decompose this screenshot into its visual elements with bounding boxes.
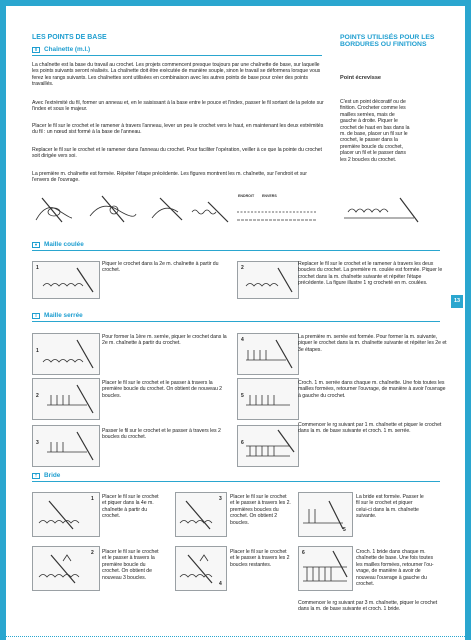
chainette-symbol: 0 [32, 47, 40, 53]
maille-coulee-label: Maille coulée [44, 241, 84, 248]
sidebar-title: POINTS UTILISÉS POUR LES BORDURES OU FINITIONS [340, 34, 435, 48]
section-rule [32, 250, 440, 251]
fig-number: 5 [241, 393, 244, 399]
section-rule [32, 481, 440, 482]
maille-coulee-symbol: ● [32, 242, 40, 248]
fig-bride-5 [298, 492, 353, 537]
fig-label-endroit: ENDROIT [238, 194, 255, 198]
fig-serree-1 [32, 333, 100, 375]
coulee-step-2: Replacer le fil sur le crochet et le ramener à travers les deux boucles du crochet. La première m. coulée est formée. Piquer le crochet dans la m. chaînette suivante et répéter l'étape précédente. La figure illustre 1 rg crocheté en m. coulées. [298, 261, 443, 287]
fig-number: 2 [241, 265, 244, 271]
bride-step-7: Commencer le rg suivant par 3 m. chaînette, piquer le crochet dans la m. de base suivante et croch. 1 bride. [298, 600, 438, 613]
fig-number: 1 [36, 265, 39, 271]
section-rule [32, 55, 322, 56]
fig-number: 3 [36, 440, 39, 446]
bride-step-4: Placer le fil sur le crochet et le passer à travers les 2 boucles restantes. [230, 549, 290, 568]
chainette-label: Chaînette (m.l.) [44, 46, 91, 53]
chainette-step-3: Replacer le fil sur le crochet et le ramener dans l'anneau du crochet. Pour faciliter l'opération, veiller à ce que la pointe du crochet soit dirigée vers soi. [32, 147, 322, 160]
chainette-step-4: La première m. chaînette est formée. Répéter l'étape précédente. Les figures montrent les m. chaînette, sur l'endroit et sur l'envers de l'ouvrage. [32, 171, 307, 184]
section-rule [32, 321, 440, 322]
fig-serree-2 [32, 378, 100, 420]
coulee-step-1: Piquer le crochet dans la 2e m. chaînette à partir du crochet. [102, 261, 219, 274]
fig-number: 1 [36, 348, 39, 354]
fig-coulee-2 [237, 261, 299, 299]
serree-step-4: La première m. serrée est formée. Pour former la m. suivante, piquer le crochet dans la m. chaînette suivante et répéter les 2e et 3e étapes. [298, 334, 447, 353]
bride-step-2: Placer le fil sur le crochet et le passer à travers la première boucle du crochet. On obtient de nouveau 3 boucles. [102, 549, 159, 581]
bride-step-5: La bride est formée. Passer le fil sur le crochet et piquer celui-ci dans la m. chaînette suivante. [356, 494, 424, 520]
maille-serree-symbol: I [32, 313, 40, 319]
page-title: LES POINTS DE BASE [32, 34, 107, 41]
fig-serree-5 [237, 378, 299, 420]
chainette-illustrations [32, 192, 328, 230]
bottom-dotted-rule [6, 636, 465, 637]
bride-symbol: † [32, 473, 40, 479]
fig-number: 4 [219, 581, 222, 587]
fig-number: 4 [241, 337, 244, 343]
fig-number: 3 [219, 496, 222, 502]
fig-label-envers: ENVERS [262, 194, 277, 198]
fig-number: 5 [343, 527, 346, 533]
fig-serree-6 [237, 425, 299, 467]
fig-number: 2 [91, 550, 94, 556]
fig-bride-1 [32, 492, 100, 537]
serree-step-3: Passer le fil sur le crochet et le passer à travers les 2 boucles du crochet. [102, 428, 221, 441]
bride-step-3: Placer le fil sur le crochet et le passer à travers les 2. premières boucles du crochet. On obtient 2 boucles. [230, 494, 291, 526]
fig-serree-4 [237, 333, 299, 375]
fig-number: 6 [241, 440, 244, 446]
bride-label: Bride [44, 472, 61, 479]
fig-coulee-1 [32, 261, 100, 299]
sidebar-subtitle: Point écrevisse [340, 75, 382, 81]
bride-step-1: Placer le fil sur le crochet et piquer dans la 4e m. chaînette à partir du crochet. [102, 494, 159, 520]
fig-number: 2 [36, 393, 39, 399]
bride-step-6: Croch. 1 bride dans chaque m. chaînette de base. Une fois toutes les mailles formées, retourner l'ou-vrage, de manière à avoir de nouveau l'ouvrage à gauche du crochet. [356, 549, 434, 588]
maille-serree-label: Maille serrée [44, 312, 83, 319]
serree-step-6: Commencer le rg suivant par 1 m. chaînette et piquer le crochet dans la m. de base suivante et croch. 1 m. serrée. [298, 422, 442, 435]
fig-number: 6 [302, 550, 305, 556]
fig-bride-2 [32, 546, 100, 591]
serree-step-1: Pour former la 1ère m. serrée, piquer le crochet dans la 2e m. chaînette à partir du crochet. [102, 334, 227, 347]
chainette-intro: La chaînette est la base du travail au crochet. Les projets commencent presque toujours par une chaînette de base, sur laquelle les points suivants seront réalisés. La chaînette doit être exécutée de manière souple, sinon le travail se déformera lorsque vous ferez les rangs suivants. Les chaînettes sont utilisées en combinaison avec les autres points de base pour créer des points travaillés. [32, 62, 321, 88]
chainette-step-1: Avec l'extrémité du fil, former un anneau et, en le saisissant à la base entre le pouce et l'index, passer le fil sortant de la pelote sur l'index et sous le majeur. [32, 100, 324, 113]
serree-step-2: Placer le fil sur le crochet et le passer à travers la première boucle du crochet. On obtient de nouveau 2 boucles. [102, 380, 223, 399]
fig-number: 1 [91, 496, 94, 502]
sidebar-text: C'est un point décoratif ou de finition. Crocheter comme les mailles serrées, mais de gauche à droite. Piquer le crochet de haut en bas dans la m. de base, placer un fil sur le crochet, le passer dans la première boucle du crochet, placer un fil et le passer dans les 2 boucles du crochet. [340, 99, 410, 163]
point-ecrevisse-illustration [340, 192, 440, 230]
fig-bride-3 [175, 492, 227, 537]
fig-bride-6 [298, 546, 353, 591]
chainette-step-2: Placer le fil sur le crochet et le ramener à travers l'anneau, lever un peu le crochet vers le haut, en maintenant les deux extrémités du fil : un nœud sist formé à la base de l'anneau. [32, 123, 324, 136]
serree-step-5: Croch. 1 m. serrée dans chaque m. chaînette. Une fois toutes les mailles formées, retourner l'ouvrage, de manière à avoir l'ouvrage à gauche du crochet. [298, 380, 446, 399]
fig-bride-4 [175, 546, 227, 591]
fig-serree-3 [32, 425, 100, 467]
page-number-tab: 13 [451, 295, 463, 308]
